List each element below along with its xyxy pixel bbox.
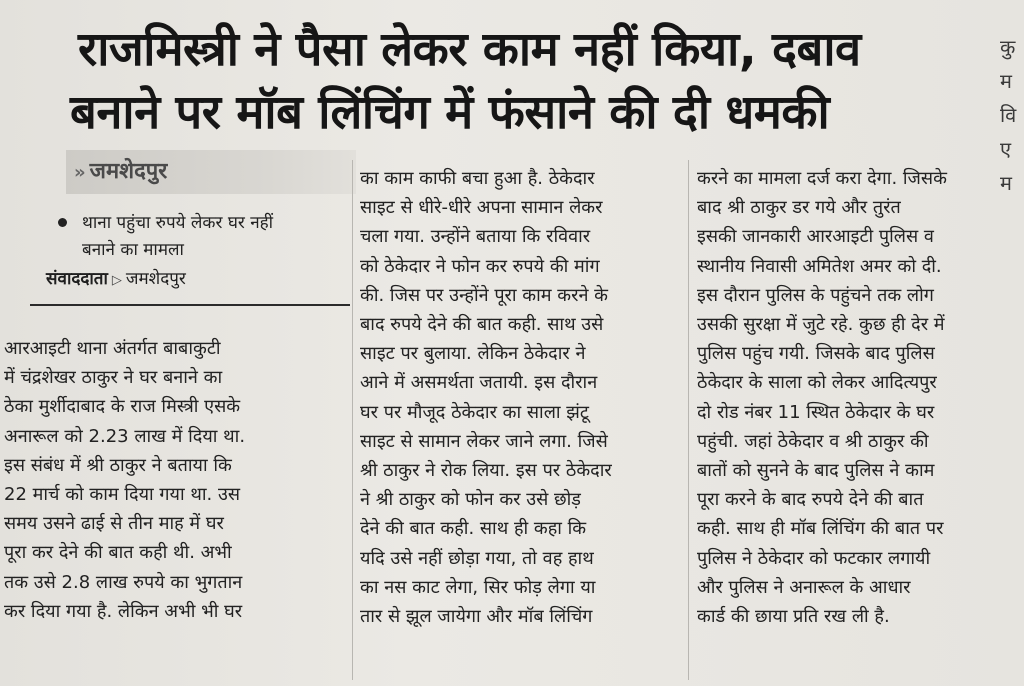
text-line: ठेका मुर्शीदाबाद के राज मिस्त्री एसके xyxy=(4,396,241,418)
text-line: चला गया. उन्होंने बताया कि रविवार xyxy=(360,226,591,248)
text-line: पूरा करने के बाद रुपये देने की बात xyxy=(697,489,924,511)
headline-line-1: राजमिस्त्री ने पैसा लेकर काम नहीं किया, दबाव xyxy=(78,22,861,77)
text-line: तक उसे 2.8 लाख रुपये का भुगतान xyxy=(4,571,243,593)
text-line: इस संबंध में श्री ठाकुर ने बताया कि xyxy=(4,454,232,476)
headline xyxy=(70,18,975,144)
fragment-text: ए xyxy=(1000,137,1012,161)
article-column-2 xyxy=(360,164,680,631)
text-line: पुलिस पहुंच गयी. जिसके बाद पुलिस xyxy=(697,343,935,365)
double-chevron-icon: » xyxy=(74,162,84,183)
text-line: अनारूल को 2.23 लाख में दिया था. xyxy=(4,425,246,447)
highlight-bullet xyxy=(58,210,348,264)
text-line: बाद श्री ठाकुर डर गये और तुरंत xyxy=(697,197,901,219)
byline-label: संवाददाता xyxy=(46,269,108,289)
text-line: ठेकेदार के साला को लेकर आदित्यपुर xyxy=(697,372,937,394)
text-line: उसकी सुरक्षा में जुटे रहे. कुछ ही देर में xyxy=(697,314,945,336)
text-line: इसकी जानकारी आरआइटी पुलिस व xyxy=(697,226,934,248)
highlight-line-1: थाना पहुंचा रुपये लेकर घर नहीं xyxy=(82,213,274,233)
column-divider xyxy=(688,160,689,680)
article-column-3 xyxy=(697,164,1002,631)
fragment-text: कु xyxy=(1000,35,1016,59)
text-line: दो रोड नंबर 11 स्थित ठेकेदार के घर xyxy=(697,401,935,423)
dateline-box xyxy=(66,150,356,194)
text-line: की. जिस पर उन्होंने पूरा काम करने के xyxy=(360,284,608,306)
text-line: घर पर मौजूद ठेकेदार का साला झंटू xyxy=(360,401,589,423)
text-line: 22 मार्च को काम दिया गया था. उस xyxy=(4,484,241,506)
text-line: और पुलिस ने अनारूल के आधार xyxy=(697,576,911,598)
text-line: समय उसने ढाई से तीन माह में घर xyxy=(4,513,224,535)
column-divider xyxy=(352,160,353,680)
text-line: कर दिया गया है. लेकिन अभी भी घर xyxy=(4,600,243,622)
article-column-1 xyxy=(4,334,342,626)
text-line: ने श्री ठाकुर को फोन कर उसे छोड़ xyxy=(360,489,581,511)
adjacent-article-fragment xyxy=(1000,30,1024,330)
fragment-text: म xyxy=(1000,69,1012,93)
byline-place: जमशेदपुर xyxy=(125,269,186,289)
text-line: कही. साथ ही मॉब लिंचिंग की बात पर xyxy=(697,518,944,540)
text-line: का काम काफी बचा हुआ है. ठेकेदार xyxy=(360,168,595,189)
text-line: तार से झूल जायेगा और मॉब लिंचिंग xyxy=(360,606,593,628)
text-line: देने की बात कही. साथ ही कहा कि xyxy=(360,518,587,540)
text-line: इस दौरान पुलिस के पहुंचने तक लोग xyxy=(697,284,934,306)
text-line: स्थानीय निवासी अमितेश अमर को दी. xyxy=(697,255,942,277)
highlight-text xyxy=(58,210,348,264)
text-line: को ठेकेदार ने फोन कर रुपये की मांग xyxy=(360,255,600,277)
text-line: साइट से धीरे-धीरे अपना सामान लेकर xyxy=(360,197,603,219)
text-line: साइट से सामान लेकर जाने लगा. जिसे xyxy=(360,430,608,452)
text-line: बाद रुपये देने की बात कही. साथ उसे xyxy=(360,314,604,336)
bullet-dot-icon xyxy=(58,218,67,227)
text-line: यदि उसे नहीं छोड़ा गया, तो वह हाथ xyxy=(360,547,594,569)
byline xyxy=(46,265,346,295)
highlight-line-2: बनाने का मामला xyxy=(82,240,184,260)
text-line: पूरा कर देने की बात कही थी. अभी xyxy=(4,542,232,564)
fragment-text: वि xyxy=(1000,103,1017,127)
text-line: करने का मामला दर्ज करा देगा. जिसके xyxy=(697,168,947,189)
text-line: श्री ठाकुर ने रोक लिया. इस पर ठेकेदार xyxy=(360,460,612,482)
triangle-icon: ▷ xyxy=(111,273,122,288)
headline-line-2: बनाने पर मॉब लिंचिंग में फंसाने की दी धमकी xyxy=(70,85,830,140)
fragment-text: म xyxy=(1000,171,1012,195)
text-line: कार्ड की छाया प्रति रख ली है. xyxy=(697,606,890,628)
text-line: साइट पर बुलाया. लेकिन ठेकेदार ने xyxy=(360,343,586,365)
text-line: पहुंची. जहां ठेकेदार व श्री ठाकुर की xyxy=(697,430,929,452)
text-line: बातों को सुनने के बाद पुलिस ने काम xyxy=(697,460,935,482)
text-line: आरआइटी थाना अंतर्गत बाबाकुटी xyxy=(4,338,221,359)
text-line: में चंद्रशेखर ठाकुर ने घर बनाने का xyxy=(4,367,223,389)
dateline-city: जमशेदपुर xyxy=(89,159,168,184)
text-line: आने में असमर्थता जतायी. इस दौरान xyxy=(360,372,598,394)
byline-rule xyxy=(30,304,350,306)
text-line: पुलिस ने ठेकेदार को फटकार लगायी xyxy=(697,547,931,569)
text-line: का नस काट लेगा, सिर फोड़ लेगा या xyxy=(360,576,596,598)
